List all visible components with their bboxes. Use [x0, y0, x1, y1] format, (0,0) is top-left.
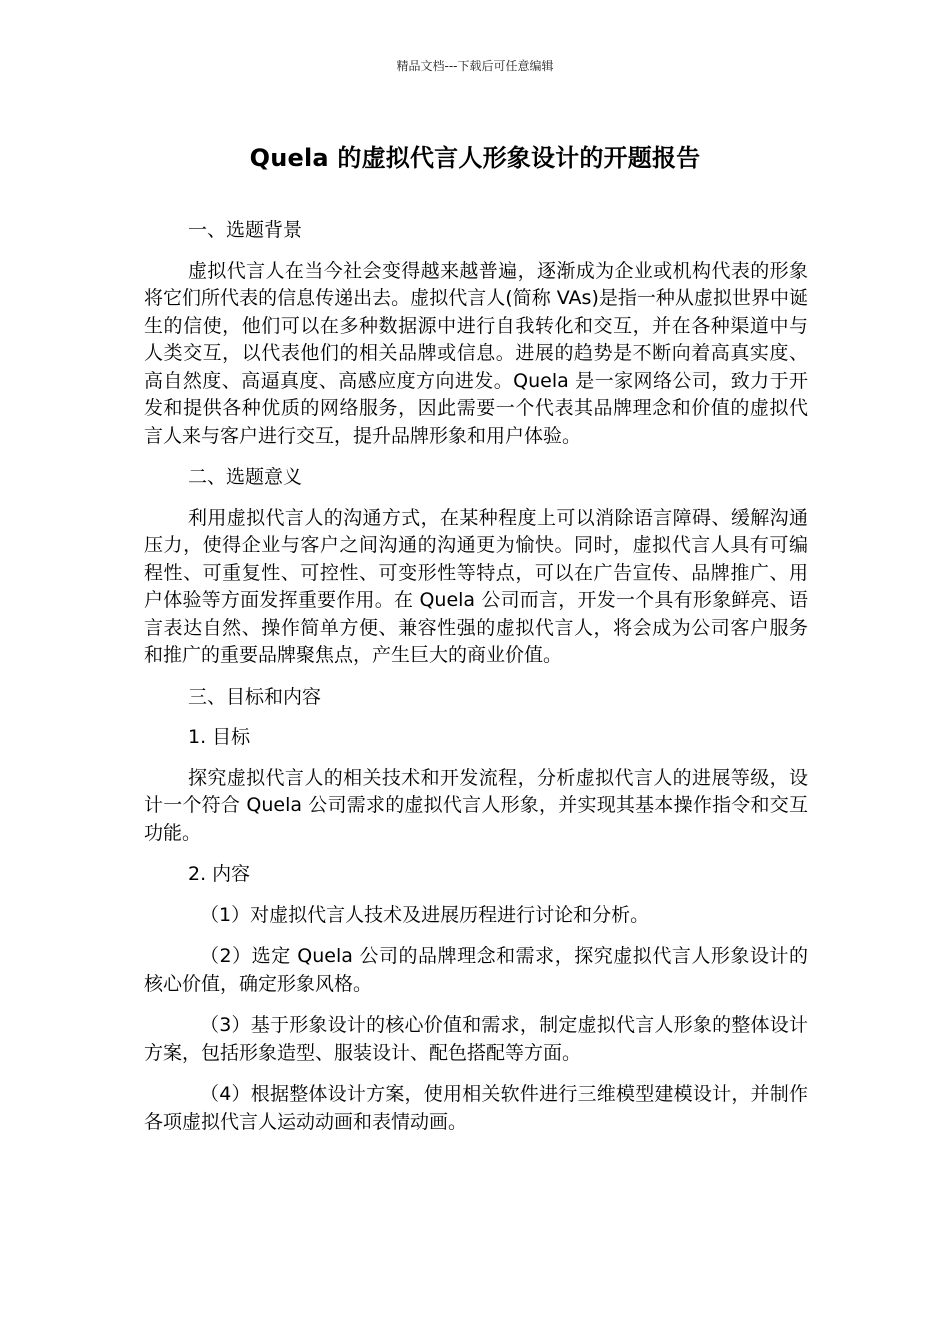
paragraph-significance: 利用虚拟代言人的沟通方式，在某种程度上可以消除语言障碍、缓解沟通压力，使得企业与客户之间沟通的沟通更为愉快。同时，虚拟代言人具有可编程性、可重复性、可控性、可变形性等特点，可以在广告宣传、品牌推广、用户体验等方面发挥重要作用。在 Quela 公司而言，开发一个具有形象鲜亮、语言表达自然、操作简单方便、兼容性强的虚拟代言人，将会成为公司客户服务和推广的重要品牌聚焦点，产生巨大的商业价值。	[144, 506, 808, 666]
document-title: Quela 的虚拟代言人形象设计的开题报告	[249, 144, 701, 172]
paragraph-goal: 探究虚拟代言人的相关技术和开发流程，分析虚拟代言人的进展等级，设计一个符合 Quela 公司需求的虚拟代言人形象，并实现其基本操作指令和交互功能。	[144, 766, 808, 844]
content-item: （3）基于形象设计的核心价值和需求，制定虚拟代言人形象的整体设计方案，包括形象造型、服装设计、配色搭配等方面。	[144, 1014, 808, 1064]
section-heading-goals: 三、目标和内容	[188, 685, 322, 708]
section-heading-significance: 二、选题意义	[188, 466, 303, 488]
content-item: （1）对虚拟代言人技术及进展历程进行讨论和分析。	[200, 903, 650, 926]
document-body	[144, 217, 808, 1150]
content-item: （2）选定 Quela 公司的品牌理念和需求，探究虚拟代言人形象设计的核心价值，确定形象风格。	[144, 945, 808, 995]
content-item: （4）根据整体设计方案，使用相关软件进行三维模型建模设计，并制作各项虚拟代言人运动动画和表情动画。	[144, 1083, 808, 1133]
section-heading-background: 一、选题背景	[188, 219, 303, 241]
subheading-goal: 1. 目标	[188, 726, 251, 748]
subheading-content: 2. 内容	[188, 863, 251, 885]
page-header: 精品文档---下载后可任意编辑	[396, 59, 554, 73]
paragraph-background: 虚拟代言人在当今社会变得越来越普遍，逐渐成为企业或机构代表的形象将它们所代表的信息传递出去。虚拟代言人(简称 VAs)是指一种从虚拟世界中诞生的信使，他们可以在多种数据源中进行自我转化和交互，并在各种渠道中与人类交互，以代表他们的相关品牌或信息。进展的趋势是不断向着高真实度、高自然度、高逼真度、高感应度方向进发。Quela 是一家网络公司，致力于开发和提供各种优质的网络服务，因此需要一个代表其品牌理念和价值的虚拟代言人来与客户进行交互，提升品牌形象和用户体验。	[144, 259, 808, 447]
